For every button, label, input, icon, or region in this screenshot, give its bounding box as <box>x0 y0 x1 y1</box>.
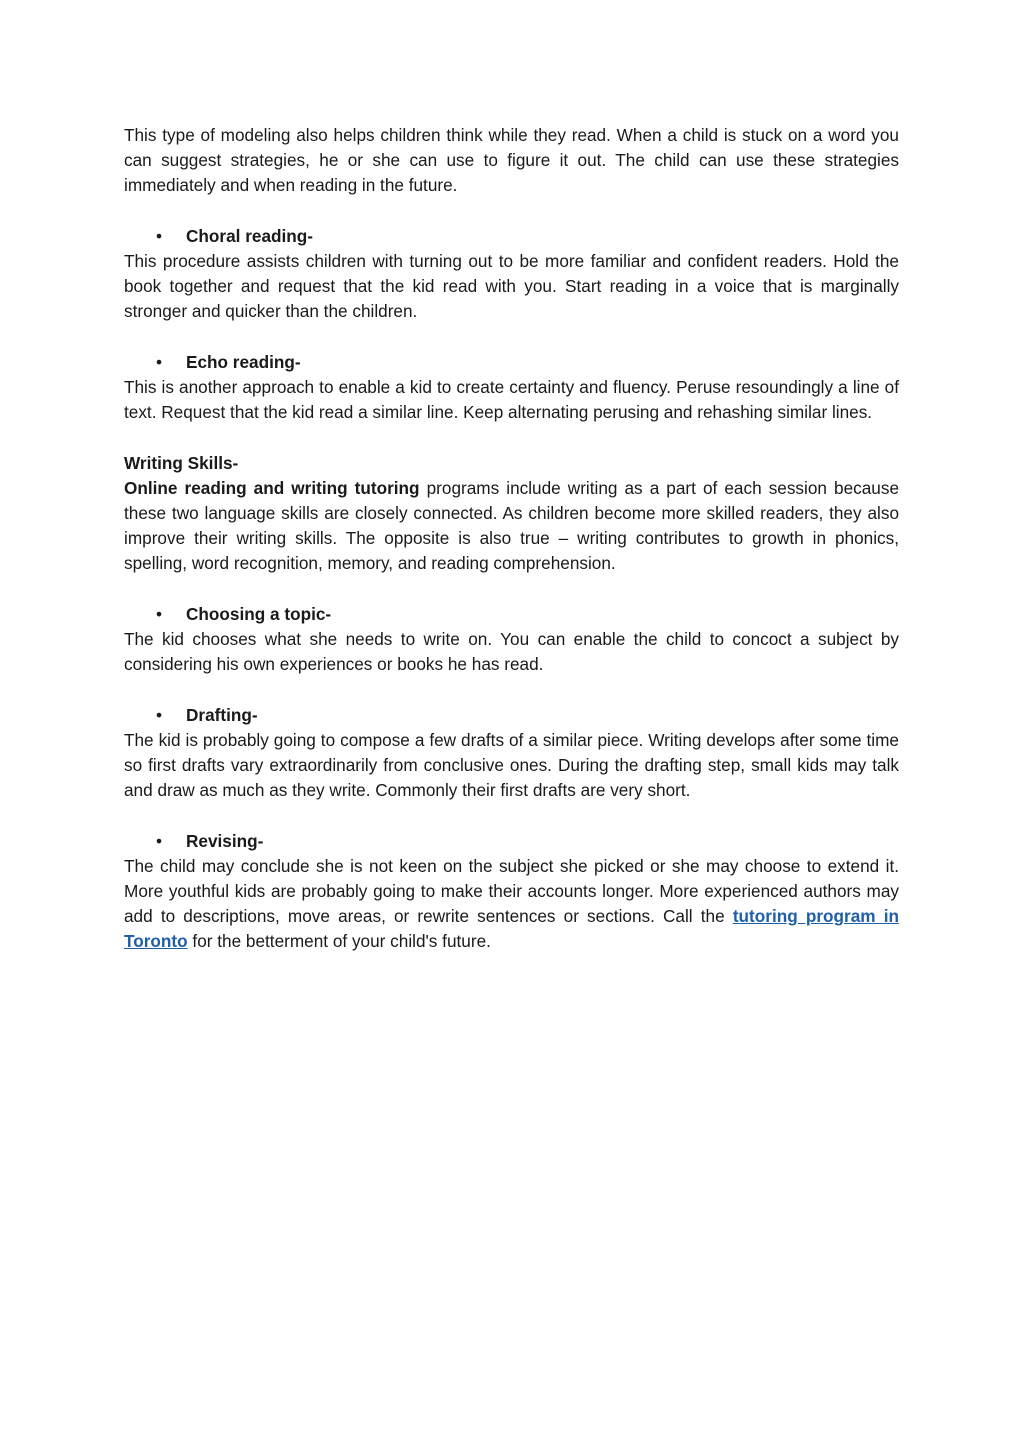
bullet-icon: • <box>156 603 163 624</box>
tutoring-program-link[interactable]: tutoring program in Toronto <box>124 906 899 952</box>
bullet-icon: • <box>156 225 163 246</box>
bullet-icon: • <box>156 704 163 725</box>
bullet-icon: • <box>156 830 163 851</box>
choral-reading-title: Choral reading- <box>186 225 314 246</box>
writing-skills-heading: Writing Skills- <box>124 452 239 473</box>
spacer <box>124 803 899 828</box>
drafting-title: Drafting- <box>186 704 258 725</box>
document-page <box>124 123 899 955</box>
choral-reading-paragraph: This procedure assists children with turning out to be more familiar and confident readers. Hold the book together and request that the kid read with you. Start reading in a voice that is marginally stronger and quicker than the children. <box>124 251 899 322</box>
choral-reading-heading <box>124 224 899 249</box>
intro-paragraph: This type of modeling also helps children think while they read. When a child is stuck on a word you can suggest strategies, he or she can use to figure it out. The child can use these strategies immediately and when reading in the future. <box>124 125 899 196</box>
revising-paragraph <box>124 854 899 955</box>
bullet-icon: • <box>156 351 163 372</box>
drafting-heading <box>124 703 899 728</box>
writing-bold-lead: Online reading and writing tutoring <box>124 477 420 498</box>
revising-text-before: The child may conclude she is not keen on the subject she picked or she may choose to extend it. More youthful kids are probably going to make their accounts longer. More experienced authors may add to descriptions, move areas, or rewrite sentences or sections. Call the <box>124 855 899 927</box>
drafting-paragraph: The kid is probably going to compose a few drafts of a similar piece. Writing develops after some time so first drafts vary extraordinarily from conclusive ones. During the drafting step, small kids may talk and draw as much as they write. Commonly their first drafts are very short. <box>124 729 899 801</box>
echo-reading-paragraph: This is another approach to enable a kid to create certainty and fluency. Peruse resoundingly a line of text. Request that the kid read a similar line. Keep alternating perusing and rehashing similar lines. <box>124 377 899 423</box>
choosing-topic-title: Choosing a topic- <box>186 603 332 624</box>
spacer <box>124 199 899 224</box>
choosing-topic-heading <box>124 602 899 627</box>
writing-skills-text: programs include writing as a part of each session because these two language skills are closely connected. As children become more skilled readers, they also improve their writing skills. The opposite is also true – writing contributes to growth in phonics, spelling, word recognition, memory, and reading comprehension. <box>124 477 899 574</box>
revising-text-after: for the betterment of your child's future. <box>187 931 491 952</box>
spacer <box>124 425 899 450</box>
spacer <box>124 677 899 702</box>
spacer <box>124 577 899 602</box>
choosing-topic-paragraph: The kid chooses what she needs to write on. You can enable the child to concoct a subject by considering his own experiences or books he has read. <box>124 629 899 675</box>
writing-skills-paragraph <box>124 476 899 577</box>
spacer <box>124 325 899 350</box>
echo-reading-heading <box>124 350 899 375</box>
echo-reading-title: Echo reading- <box>186 351 301 372</box>
revising-heading <box>124 829 899 854</box>
revising-title: Revising- <box>186 830 264 851</box>
